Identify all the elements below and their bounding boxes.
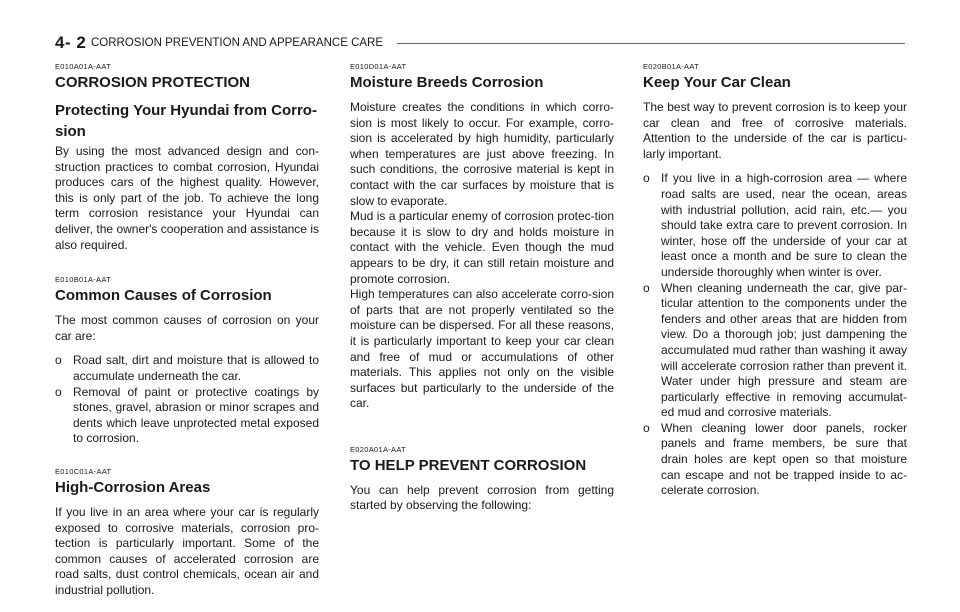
list-item: o When cleaning underneath the car, give par-ticular attention to the components under the fenders and other areas that are hidden from view. Do a thorough job; just dampening the accumulated mud rather than washing it away will accelerate corrosion rather than prevent it. Water under high pressure and steam are particularly effective in removing accumulat-ed mud and corrosive materials.	[643, 280, 907, 420]
section-heading: TO HELP PREVENT CORROSION	[350, 456, 587, 474]
list-item: o Road salt, dirt and moisture that is allowed to accumulate underneath the car.	[55, 353, 319, 383]
list-item: o Removal of paint or protective coatings by stones, gravel, abrasion or minor scrapes and dents which leave unprotected metal exposed to corrosion.	[55, 384, 319, 446]
page-number: 4- 2	[55, 33, 87, 52]
bullet-list	[643, 171, 907, 498]
section-heading: CORROSION PROTECTION	[55, 74, 251, 91]
section-code: E010A01A-AAT	[55, 62, 111, 71]
column-2	[350, 62, 614, 514]
body-paragraph: Mud is a particular enemy of corrosion protec-tion because it is slow to dry and holds moisture in contact with the vehicle. Even though the mud appears to be dry, it can still retain moisture and promote corrosion.	[350, 209, 614, 286]
bullet-list	[55, 353, 319, 447]
section-title: CORROSION PREVENTION AND APPEARANCE CARE	[91, 37, 384, 49]
body-paragraph: The best way to prevent corrosion is to keep your car clean and free of corrosive materials. Attention to the underside of the car is particu-larly important.	[643, 100, 907, 161]
section-subheading: Protecting Your Hyundai from Corro-sion	[55, 102, 317, 140]
header-rule	[397, 43, 905, 44]
body-paragraph: Moisture creates the conditions in which corro-sion is most likely to occur. For example, corro-sion is accelerated by high humidity, particularly when temperatures are just above freezing. In such conditions, the corrosive material is kept in contact with the car surfaces by moisture that is slow to evaporate.	[350, 100, 614, 208]
bullet-marker: o	[643, 171, 650, 186]
section-heading: High-Corrosion Areas	[55, 478, 211, 496]
body-paragraph: You can help prevent corrosion from getting started by observing the following:	[350, 482, 614, 513]
body-paragraph: By using the most advanced design and con-struction practices to combat corrosion, Hyundai produces cars of the highest quality. However, this is only part of the job. To achieve the long term corrosion resistance your Hyundai can deliver, the owner's cooperation and assistance is also required.	[55, 144, 319, 252]
section-code: E010B01A-AAT	[55, 275, 111, 285]
body-paragraph: High temperatures can also accelerate corro-sion of parts that are not properly ventilated so the moisture can be dispersed. For all these reasons, it is particularly important to keep your car clean and free of mud or accumulations of other materials. This applies not only on the visible surfaces but particularly to the underside of the car.	[350, 287, 614, 411]
section-heading: Keep Your Car Clean	[643, 74, 791, 91]
section-code: E020A01A-AAT	[350, 444, 406, 454]
column-1	[55, 62, 319, 598]
body-paragraph: If you live in an area where your car is regularly exposed to corrosive materials, corrosion pro-tection is particularly important. Some of the common causes of accelerated corrosion are road salts, dust control chemicals, ocean air and industrial pollution.	[55, 504, 319, 597]
page-header	[55, 33, 905, 53]
section-heading: Common Causes of Corrosion	[55, 287, 272, 305]
list-item: o When cleaning lower door panels, rocker panels and frame members, be sure that drain holes are kept open so that moisture can escape and not be trapped inside to ac-celerate corrosion.	[643, 420, 907, 498]
column-3	[643, 62, 907, 499]
section-code: E010C01A-AAT	[55, 466, 112, 476]
bullet-marker: o	[55, 353, 62, 368]
bullet-marker: o	[55, 384, 62, 399]
bullet-marker: o	[643, 280, 650, 295]
section-code: E020B01A-AAT	[643, 62, 699, 71]
section-code: E010D01A-AAT	[350, 62, 407, 71]
section-heading: Moisture Breeds Corrosion	[350, 74, 544, 91]
bullet-marker: o	[643, 420, 650, 435]
list-item: o If you live in a high-corrosion area — where road salts are used, near the ocean, areas with industrial pollution, acid rain, etc.— you should take extra care to prevent corrosion. In winter, hose off the underside of your car at least once a month and be sure to clean the underside thoroughly when winter is over.	[643, 171, 907, 279]
body-paragraph: The most common causes of corrosion on your car are:	[55, 313, 319, 343]
